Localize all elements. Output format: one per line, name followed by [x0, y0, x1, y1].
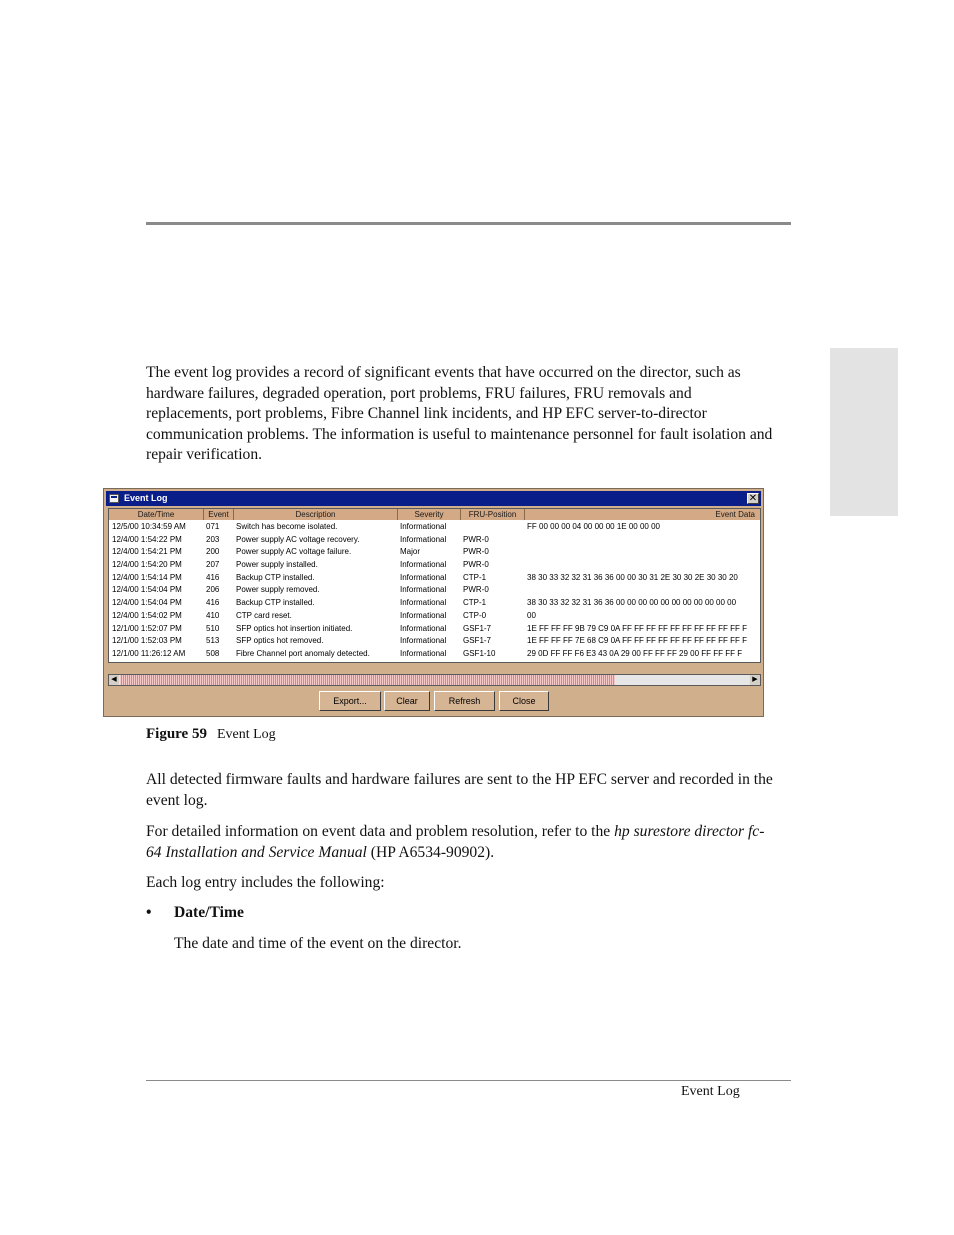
table-row[interactable]	[109, 648, 760, 661]
table-row[interactable]	[109, 559, 760, 572]
severity-cell: Informational	[400, 522, 447, 531]
fru-position-cell: PWR-0	[463, 547, 489, 557]
severity-cell: Informational	[400, 648, 447, 658]
severity-cell: Informational	[400, 610, 447, 620]
horizontal-scrollbar[interactable]	[108, 674, 761, 686]
refer-text-before: For detailed information on event data and problem resolution, refer to the	[146, 823, 615, 840]
date-time-cell: 12/4/00 1:54:04 PM	[112, 585, 182, 595]
bullet-description: The date and time of the event on the director.	[174, 935, 462, 952]
description-cell: CTP card reset.	[236, 610, 292, 620]
event-data-cell: 1E FF FF FF 9B 79 C9 0A FF FF FF FF FF FF FF FF FF FF F	[527, 623, 747, 633]
bullet-icon: •	[146, 904, 152, 921]
table-row[interactable]	[109, 597, 760, 610]
table-row[interactable]	[109, 635, 760, 648]
fru-position-cell: GSF1-7	[463, 636, 492, 646]
severity-cell: Major	[400, 547, 421, 557]
fru-position-cell: GSF1-10	[463, 648, 496, 658]
event-data-cell: 38 30 33 32 32 31 36 36 00 00 00 00 00 00 00 00 00 00 00	[527, 598, 737, 608]
window-icon	[109, 494, 119, 503]
table-row[interactable]	[109, 534, 760, 547]
clear-button[interactable]: Clear	[384, 691, 430, 711]
description-cell: Power supply AC voltage recovery.	[236, 534, 360, 544]
date-time-cell: 12/1/00 1:52:07 PM	[112, 623, 182, 633]
bullet-label: Date/Time	[174, 904, 244, 921]
top-rule	[146, 222, 791, 225]
description-cell: Switch has become isolated.	[236, 522, 338, 531]
description-cell: SFP optics hot insertion initiated.	[236, 623, 353, 633]
table-row[interactable]	[109, 610, 760, 623]
scroll-right-icon[interactable]: ▶	[750, 675, 760, 685]
fru-position-cell: CTP-1	[463, 572, 487, 582]
event-cell: 508	[206, 648, 220, 658]
scroll-left-icon[interactable]: ◀	[109, 675, 119, 685]
date-time-cell: 12/4/00 1:54:22 PM	[112, 534, 182, 544]
close-button[interactable]: Close	[499, 691, 549, 711]
event-cell: 410	[206, 610, 220, 620]
entry-intro-paragraph: Each log entry includes the following:	[146, 874, 385, 891]
event-data-cell: 38 30 33 32 32 31 36 36 00 00 30 31 2E 30 30 2E 30 30 20	[527, 572, 738, 582]
figure-label: Figure 59	[146, 726, 207, 742]
date-time-cell: 12/1/00 11:26:12 AM	[112, 648, 186, 658]
event-table	[108, 508, 761, 663]
column-header-description[interactable]: Description	[234, 509, 398, 520]
severity-cell: Informational	[400, 560, 447, 570]
column-header-severity[interactable]: Severity	[398, 509, 461, 520]
date-time-cell: 12/4/00 1:54:04 PM	[112, 598, 182, 608]
event-data-cell: 29 0D FF FF F6 E3 43 0A 29 00 FF FF FF 29 00 FF FF FF F	[527, 648, 743, 658]
fru-position-cell: CTP-0	[463, 610, 487, 620]
description-cell: Power supply removed.	[236, 585, 320, 595]
event-data-cell: FF 00 00 00 04 00 00 00 1E 00 00 00	[527, 522, 660, 531]
button-bar	[104, 691, 763, 711]
severity-cell: Informational	[400, 585, 447, 595]
column-header-event-data[interactable]: Event Data	[525, 509, 761, 520]
severity-cell: Informational	[400, 572, 447, 582]
table-row[interactable]	[109, 546, 760, 559]
description-cell: Power supply installed.	[236, 560, 318, 570]
description-cell: Power supply AC voltage failure.	[236, 547, 352, 557]
fru-position-cell: PWR-0	[463, 534, 489, 544]
fru-position-cell: PWR-0	[463, 560, 489, 570]
event-cell: 200	[206, 547, 220, 557]
event-cell: 416	[206, 572, 220, 582]
severity-cell: Informational	[400, 623, 447, 633]
severity-cell: Informational	[400, 534, 447, 544]
event-cell: 510	[206, 623, 220, 633]
table-row[interactable]	[109, 584, 760, 597]
close-icon[interactable]: ✕	[748, 493, 758, 504]
event-cell: 206	[206, 585, 220, 595]
description-cell: Backup CTP installed.	[236, 598, 315, 608]
date-time-cell: 12/4/00 1:54:21 PM	[112, 547, 182, 557]
fru-position-cell: CTP-1	[463, 598, 487, 608]
bottom-rule	[146, 1080, 791, 1081]
description-cell: Fibre Channel port anomaly detected.	[236, 648, 370, 658]
column-header-fru-position[interactable]: FRU-Position	[461, 509, 525, 520]
date-time-cell: 12/1/00 1:52:03 PM	[112, 636, 182, 646]
fru-position-cell: GSF1-7	[463, 623, 492, 633]
event-log-window	[103, 488, 764, 717]
side-tab	[830, 348, 898, 516]
date-time-cell: 12/4/00 1:54:14 PM	[112, 572, 182, 582]
description-cell: Backup CTP installed.	[236, 572, 315, 582]
figure-title: Event Log	[216, 727, 276, 742]
description-cell: SFP optics hot removed.	[236, 636, 324, 646]
refer-paragraph	[146, 822, 776, 863]
firmware-paragraph: All detected firmware faults and hardware failures are sent to the HP EFC server and recorded in the event log.	[146, 771, 773, 809]
window-titlebar[interactable]	[106, 491, 761, 506]
column-header-date-time[interactable]: Date/Time	[109, 509, 204, 520]
scroll-thumb[interactable]	[120, 675, 615, 685]
date-time-cell: 12/4/00 1:54:02 PM	[112, 610, 182, 620]
severity-cell: Informational	[400, 636, 447, 646]
figure-caption	[146, 726, 276, 743]
event-cell: 513	[206, 636, 220, 646]
table-header	[109, 509, 760, 520]
footer-title: Event Log	[681, 1084, 740, 1099]
table-row[interactable]	[109, 521, 760, 534]
table-body	[109, 521, 760, 661]
refresh-button[interactable]: Refresh	[434, 691, 495, 711]
event-cell: 207	[206, 560, 220, 570]
date-time-cell: 12/5/00 10:34:59 AM	[112, 522, 186, 531]
event-cell: 203	[206, 534, 220, 544]
severity-cell: Informational	[400, 598, 447, 608]
fru-position-cell: PWR-0	[463, 585, 489, 595]
window-title: Event Log	[124, 493, 168, 503]
event-cell: 071	[206, 522, 220, 531]
event-data-cell: 1E FF FF FF 7E 68 C9 0A FF FF FF FF FF FF FF FF FF FF F	[527, 636, 747, 646]
refer-text-after: (HP A6534-90902).	[366, 843, 495, 861]
event-cell: 416	[206, 598, 220, 608]
date-time-cell: 12/4/00 1:54:20 PM	[112, 560, 182, 570]
column-header-event[interactable]: Event	[204, 509, 234, 520]
intro-paragraph: The event log provides a record of significant events that have occurred on the director, such as hardware failures, degraded operation, port problems, FRU failures, FRU removals and replacements, port problems, Fibre Channel link incidents, and HP EFC server-to-director communication problems. The information is useful to maintenance personnel for fault isolation and repair verification.	[146, 364, 773, 464]
table-row[interactable]	[109, 572, 760, 585]
export-button[interactable]: Export...	[319, 691, 381, 711]
event-data-cell: 00	[527, 610, 536, 620]
manual-title: hp surestore director fc-64 Installation and Service Manual	[146, 823, 765, 861]
table-row[interactable]	[109, 623, 760, 636]
